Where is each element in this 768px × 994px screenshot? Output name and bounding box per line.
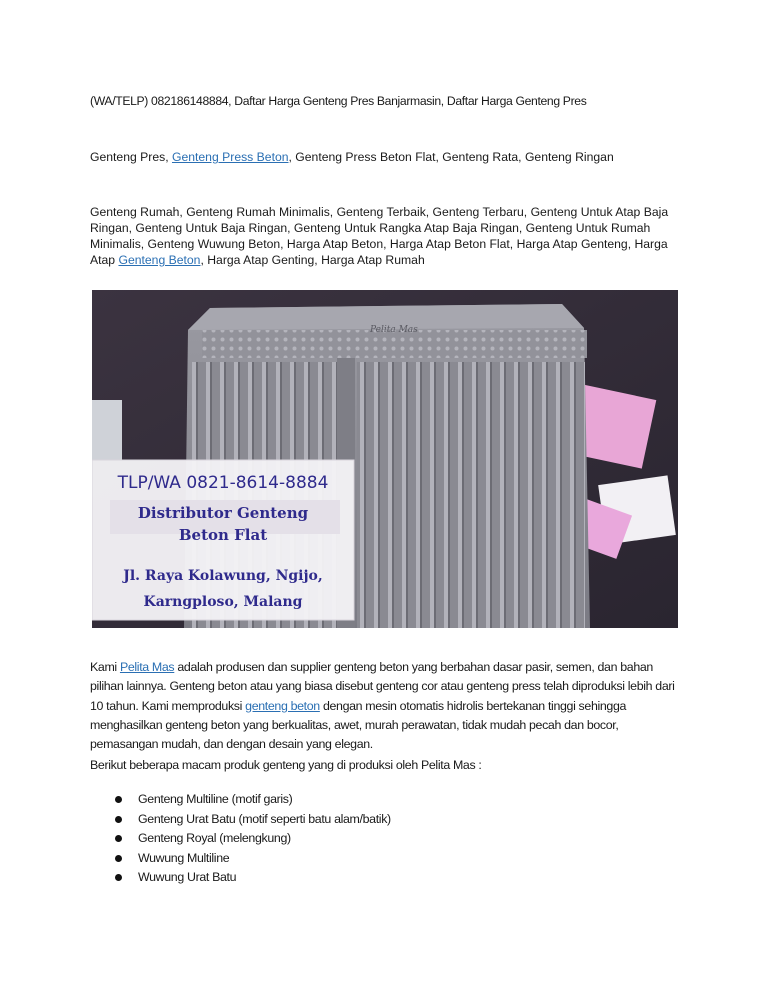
product-list <box>112 790 672 888</box>
product-label: Wuwung Urat Batu <box>138 870 237 885</box>
product-label: Genteng Multiline (motif garis) <box>138 792 293 806</box>
bullet-icon <box>115 855 122 862</box>
keywords-line-post: , Genteng Press Beton Flat, Genteng Rata, Genteng Ringan <box>288 150 614 164</box>
keywords-paragraph-post: , Harga Atap Genting, Harga Atap Rumah <box>200 253 425 267</box>
product-label: Wuwung Multiline <box>138 850 230 865</box>
banner-phone: TLP/WA 0821-8614-8884 <box>117 473 329 493</box>
bullet-icon <box>115 874 122 881</box>
pelita-mas-link[interactable]: Pelita Mas <box>119 660 175 674</box>
banner-title-2: Beton Flat <box>178 526 268 544</box>
genteng-beton-link-2[interactable]: genteng beton <box>245 698 320 713</box>
keywords-line-pre: Genteng Pres, <box>90 150 172 164</box>
product-label: Genteng Royal (melengkung) <box>138 831 291 846</box>
company-description-pre: Kami <box>90 660 120 674</box>
keywords-paragraph-pre: Genteng Rumah, Genteng Rumah Minimalis, Genteng Terbaik, Genteng Terbaru, Genteng Untuk Atap Baja Ringan, Genteng Untuk Baja Ringan, Genteng Untuk Rangka Atap Baja Ringan, Genteng Untuk Rumah Minimalis, Genteng Wuwung Beton, Harga Atap Beton, Harga Atap Beton Flat, Harga Atap Genteng, Harga Atap <box>90 205 669 267</box>
bullet-icon <box>115 816 122 823</box>
genteng-beton-link[interactable]: Genteng Beton <box>118 253 201 267</box>
banner-address-1: Jl. Raya Kolawung, Ngijo, <box>123 568 323 584</box>
list-item <box>112 790 672 810</box>
banner-address-2: Karngploso, Malang <box>143 594 303 610</box>
keywords-line <box>90 149 680 165</box>
header-line: (WA/TELP) 082186148884, Daftar Harga Genteng Pres Banjarmasin, Daftar Harga Genteng Pres <box>90 94 587 108</box>
keywords-paragraph <box>90 204 680 268</box>
bullet-icon <box>115 796 122 803</box>
tile-stamp: Pelita Mas <box>370 325 418 335</box>
product-label: Genteng Urat Batu (motif seperti batu alam/batik) <box>138 811 391 826</box>
product-photo <box>92 290 678 628</box>
list-item <box>112 810 672 830</box>
genteng-press-beton-link[interactable]: Genteng Press Beton <box>171 150 289 164</box>
list-item <box>112 829 672 849</box>
roof-tile-image <box>92 290 678 628</box>
list-item <box>112 868 672 888</box>
list-intro: Berikut beberapa macam produk genteng yang di produksi oleh Pelita Mas : <box>90 758 482 772</box>
company-description-mid: adalah produsen dan supplier genteng beton yang berbahan dasar pasir, semen, dan bahan pilihan lainnya. Genteng beton atau yang biasa disebut genteng cor atau genteng press telah diproduksi lebih dari 10 tahun. Kami memproduksi <box>90 660 675 713</box>
bullet-icon <box>115 835 122 842</box>
company-description <box>90 658 680 754</box>
list-item <box>112 849 672 869</box>
company-description-post: dengan mesin otomatis hidrolis bertekanan tinggi sehingga menghasilkan genteng beton yang berkualitas, awet, murah perawatan, tidak mudah pecah dan bocor, pemasangan mudah, dan dengan desain yang elegan. <box>90 698 627 752</box>
banner-title-1: Distributor Genteng <box>137 504 309 522</box>
